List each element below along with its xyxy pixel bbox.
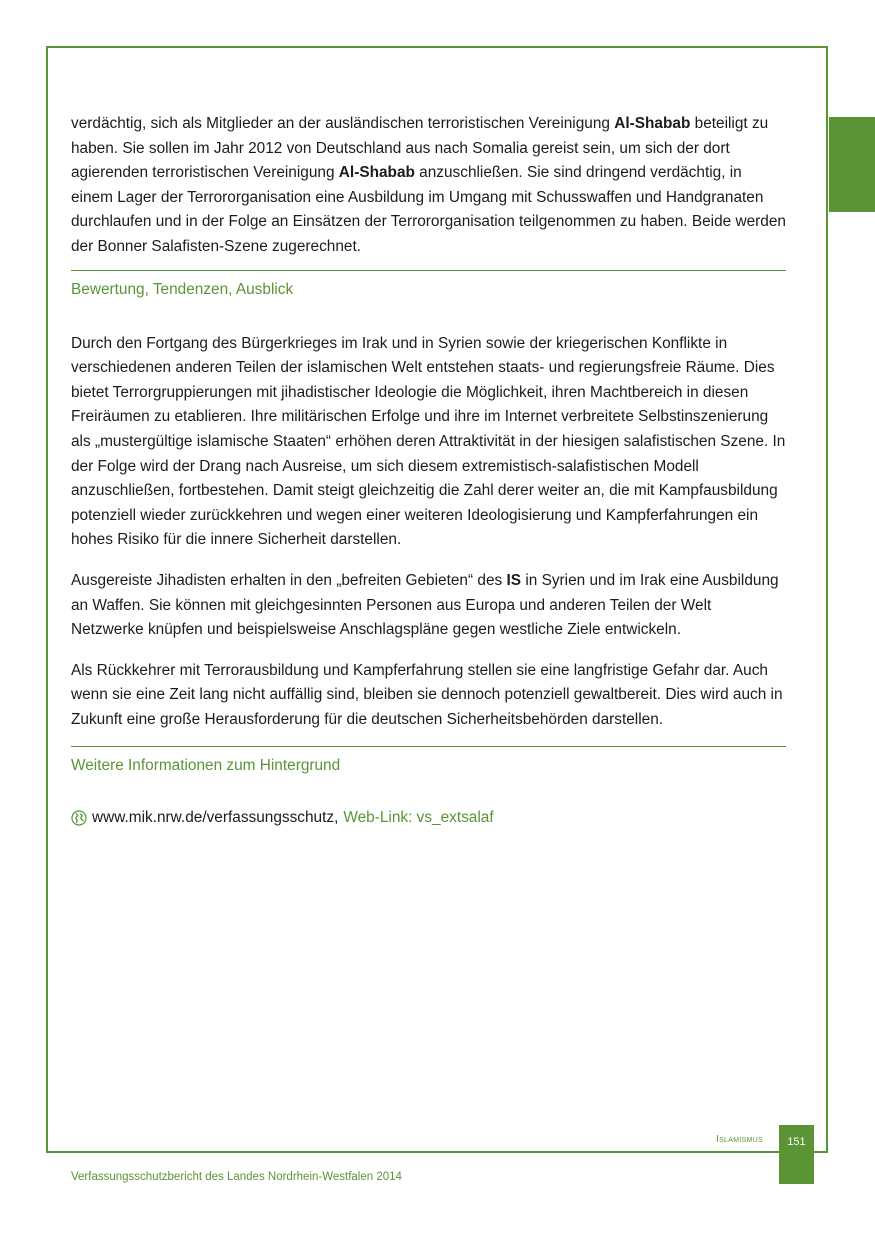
intro-paragraph: verdächtig, sich als Mitglieder an der ausländischen terroristischen Vereinigung Al-Shabab beteiligt zu haben. Sie sollen im Jahr 2012 von Deutschland aus nach Somalia gereist sein, um sich der dort agierenden terroristischen Vereinigung Al-Shabab anzuschließen. Sie sind dringend verdächtig, in einem Lager der Terrororganisation eine Ausbildung im Umgang mit Schusswaffen und Handgranaten durchlaufen und in der Folge an Einsätzen der Terrororganisation teilgenommen zu haben. Beide werden der Bonner Salafisten-Szene zugerechnet. (71, 115, 786, 255)
section-divider (71, 746, 786, 747)
paragraph-rueckkehrer: Als Rückkehrer mit Terrorausbildung und Kampferfahrung stellen sie eine langfristige Gefahr dar. Auch wenn sie eine Zeit lang nicht auffällig sind, bleiben sie dennoch potenziell gewaltbereit. Dies wird auch in Zukunft eine große Herausforderung für die deutschen Sicherheitsbehörden darstellen. (71, 661, 783, 728)
section-divider (71, 270, 786, 271)
web-link-code[interactable]: Web-Link: vs_extsalaf (343, 809, 494, 827)
section-heading-weitere-informationen: Weitere Informationen zum Hintergrund (71, 757, 341, 775)
main-content (71, 112, 786, 829)
web-link-row (71, 807, 786, 829)
section-heading-bewertung: Bewertung, Tendenzen, Ausblick (71, 280, 294, 298)
paragraph-buergerkrieg: Durch den Fortgang des Bürgerkrieges im Irak und in Syrien sowie der kriegerischen Konflikte in verschiedenen anderen Teilen der islamischen Welt entstehen staats- und regierungsfreie Räume. Dies bietet Terrorgruppierungen mit jihadistischer Ideologie die Möglichkeit, ihren Machtbereich in diesen Freiräumen zu etablieren. Ihre militärischen Erfolge und ihre im Internet verbreitete Selbstinszenierung als „mustergültige islamische Staaten“ erhöhen deren Attraktivität in der hiesigen salafistischen Szene. In der Folge wird der Drang nach Ausreise, um sich diesem extremistisch-salafistischen Modell anzuschließen, fortbestehen. Damit steigt gleichzeitig die Zahl derer weiter an, die mit Kampfausbildung potenziell wieder zurückkehren und wegen einer weiteren Ideologisierung und Kampferfahrungen ein hohes Risiko für die innere Sicherheit darstellen. (71, 334, 786, 549)
globe-icon (71, 810, 87, 826)
footer-section-label: Islamismus (715, 1134, 763, 1145)
paragraph-jihadisten: Ausgereiste Jihadisten erhalten in den „befreiten Gebieten“ des IS in Syrien und im Irak eine Ausbildung an Waffen. Sie können mit gleichgesinnten Personen aus Europa und anderen Teilen der Welt Netzwerke knüpfen und beispielsweise Anschlagspläne gegen westliche Ziele entwickeln. (71, 571, 779, 639)
page-number: 151 (787, 1136, 806, 1148)
chapter-tab (829, 117, 875, 212)
page-number-box (779, 1125, 814, 1184)
footer-report-title: Verfassungsschutzbericht des Landes Nordrhein-Westfalen 2014 (71, 1171, 402, 1183)
web-address[interactable]: www.mik.nrw.de/verfassungsschutz, (92, 809, 339, 827)
